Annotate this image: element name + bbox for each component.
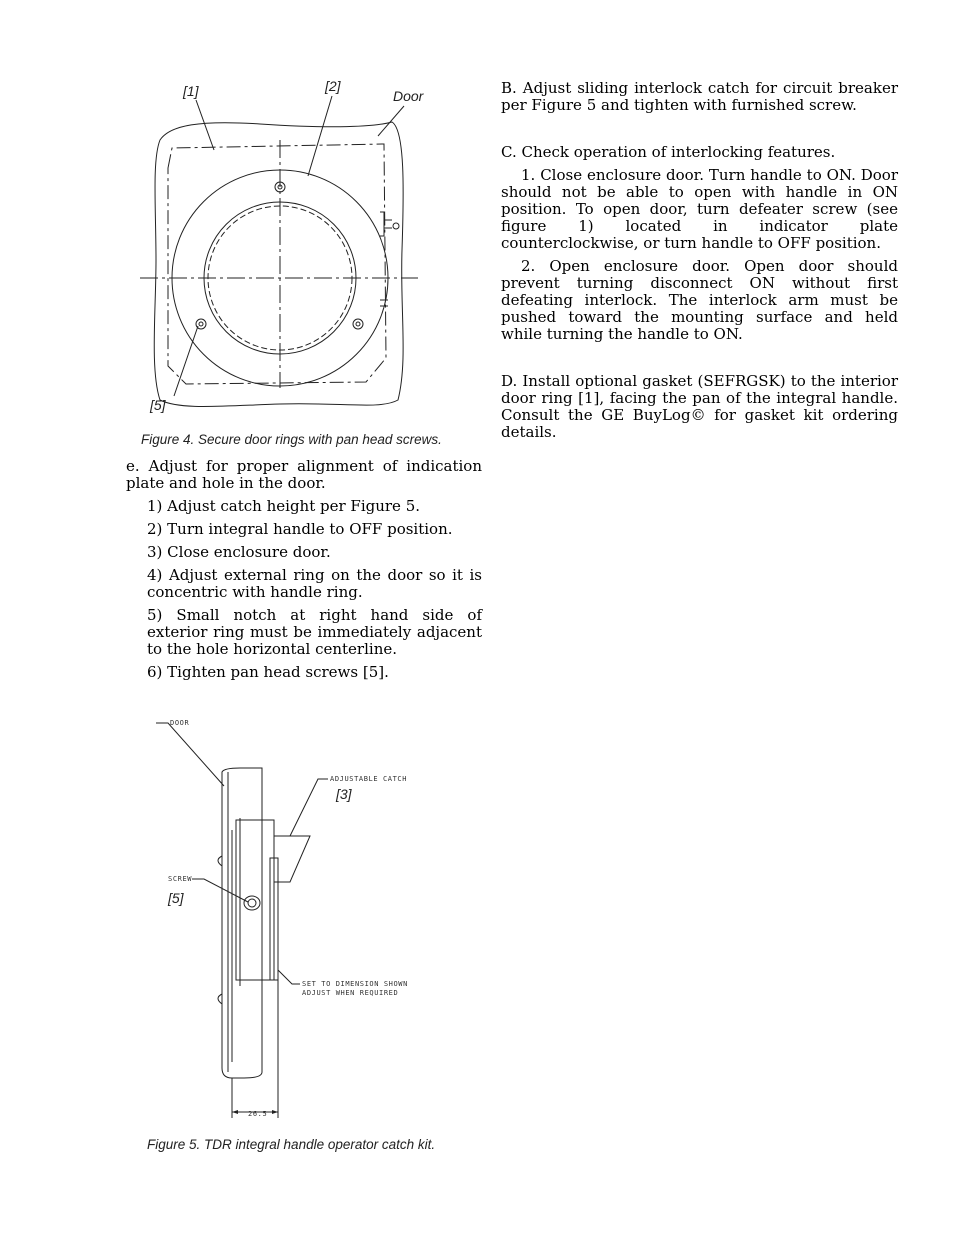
step-c: C. Check operation of interlocking features. [501, 143, 836, 161]
step-e: e. Adjust for proper alignment of indication plate and hole in the door. [126, 457, 482, 492]
fig5-label-screw-ref: [5] [168, 890, 184, 906]
substep-3: 3) Close enclosure door. [147, 543, 331, 561]
substep-4: 4) Adjust external ring on the door so it is concentric with handle ring. [147, 566, 482, 601]
step-d: D. Install optional gasket (SEFRGSK) to the interior door ring [1], facing the pan of the integral handle. Consult the GE BuyLog© for gasket kit ordering details. [501, 372, 898, 441]
substep-5: 5) Small notch at right hand side of exterior ring must be immediately adjacent to the hole horizontal centerline. [147, 606, 482, 658]
figure-5-drawing [0, 700, 954, 1130]
step-c1: 1. Close enclosure door. Turn handle to ON. Door should not be able to open with handle in ON position. To open door, turn defeater screw (see figure 1) located in indicator plate counterclockwise, or turn handle to OFF position. [501, 166, 898, 252]
fig4-label-ring-interior: [1] [183, 83, 199, 99]
substep-6: 6) Tighten pan head screws [5]. [147, 663, 389, 681]
left-column [126, 458, 482, 681]
step-b: B. Adjust sliding interlock catch for circuit breaker per Figure 5 and tighten with furnished screw. [501, 79, 898, 114]
fig4-label-screws: [5] [150, 397, 166, 413]
fig5-label-catch-ref: [3] [336, 786, 352, 802]
fig4-label-door: Door [393, 88, 424, 104]
fig5-label-dimension: 26.5 [248, 1110, 268, 1118]
fig5-label-set-dimension: SET TO DIMENSION SHOWN [302, 980, 408, 988]
figure-5-caption: Figure 5. TDR integral handle operator catch kit. [147, 1137, 436, 1152]
right-column [501, 80, 898, 441]
fig5-label-adjustable-catch: ADJUSTABLE CATCH [330, 775, 408, 783]
substep-2: 2) Turn integral handle to OFF position. [147, 520, 453, 538]
fig4-label-ring-exterior: [2] [325, 78, 341, 94]
fig5-label-screw: SCREW [168, 875, 193, 883]
substep-1: 1) Adjust catch height per Figure 5. [147, 497, 421, 515]
step-c2: 2. Open enclosure door. Open door should prevent turning disconnect ON without first defeating interlock. The interlock arm must be pushed toward the mounting surface and held while turning the handle to ON. [501, 257, 898, 343]
figure-4-caption: Figure 4. Secure door rings with pan head screws. [141, 432, 442, 447]
fig5-label-door: DOOR [170, 719, 190, 727]
fig5-label-adjust-required: ADJUST WHEN REQUIRED [302, 989, 399, 997]
